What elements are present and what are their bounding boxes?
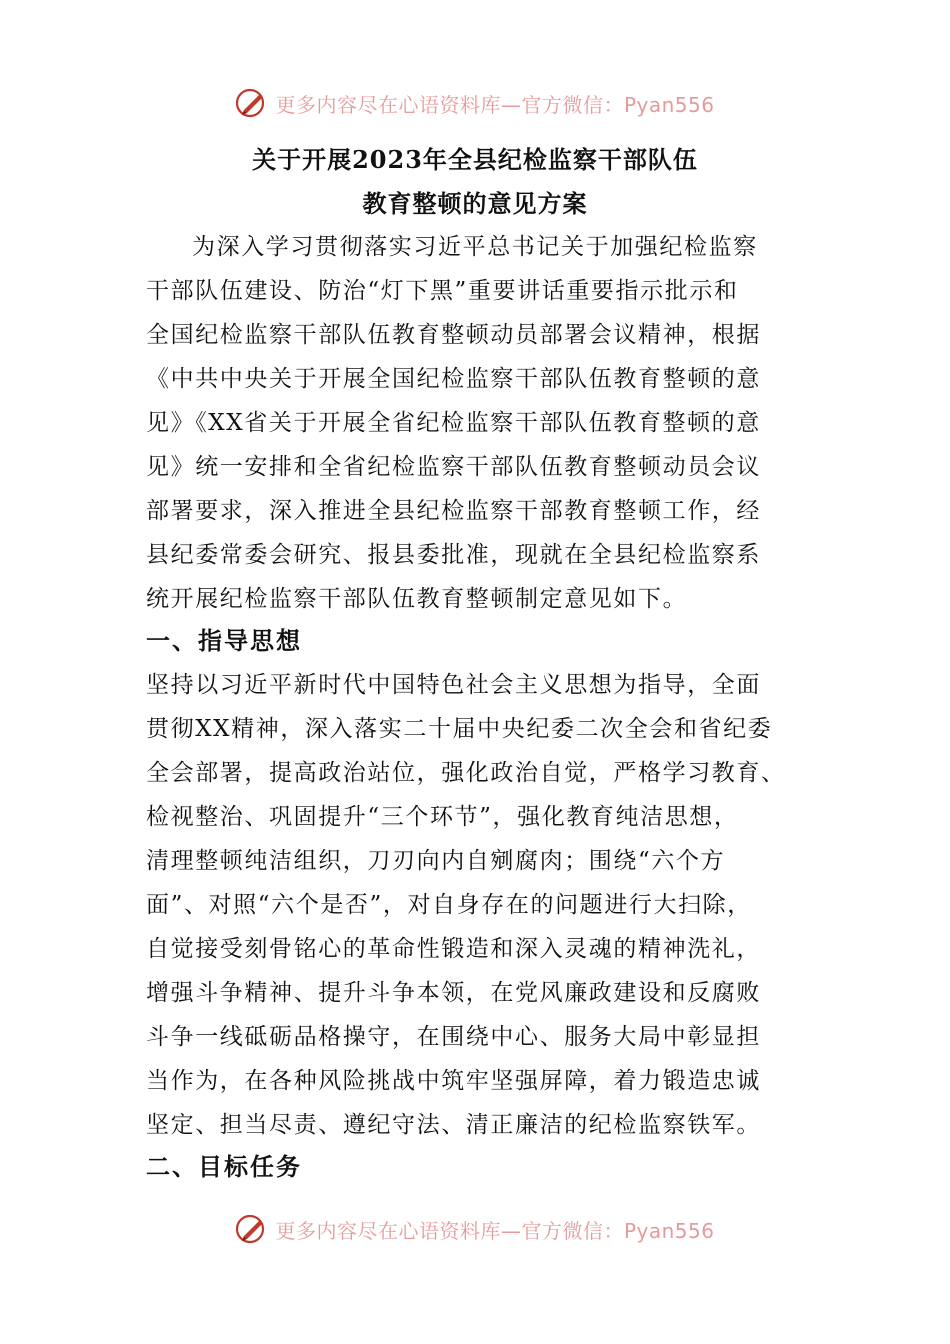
intro-line: 全国纪检监察干部队伍教育整顿动员部署会议精神，根据 [146,322,761,348]
document-title-line-1: 关于开展2023年全县纪检监察干部队伍 [252,145,698,174]
watermark-text: 更多内容尽在心语资料库—官方微信：Pyan556 [275,92,715,117]
intro-line: 《中共中央关于开展全国纪检监察干部队伍教育整顿的意 [146,366,761,392]
intro-line: 县纪委常委会研究、报县委批准，现就在全县纪检监察系 [146,542,761,568]
intro-line: 部署要求，深入推进全县纪检监察干部教育整顿工作，经 [146,498,761,524]
section1-line: 当作为，在各种风险挑战中筑牢坚强屏障，着力锻造忠诚 [146,1068,761,1094]
watermark-text: 更多内容尽在心语资料库—官方微信：Pyan556 [275,1218,715,1243]
section-heading-guiding-ideology: 一、指导思想 [146,626,302,655]
document-title-line-2: 教育整顿的意见方案 [362,189,588,218]
section1-line: 全会部署，提高政治站位，强化政治自觉，严格学习教育、 [146,760,786,786]
intro-line: 为深入学习贯彻落实习近平总书记关于加强纪检监察 [192,234,758,260]
section1-line: 贯彻XX精神，深入落实二十届中央纪委二次全会和省纪委 [146,716,773,742]
section1-line: 增强斗争精神、提升斗争本领，在党风廉政建设和反腐败 [146,980,761,1006]
section1-line: 面”、对照“六个是否”，对自身存在的问题进行大扫除， [146,892,752,918]
section1-line: 自觉接受刻骨铭心的革命性锻造和深入灵魂的精神洗礼， [146,936,761,962]
section1-line: 坚定、担当尽责、遵纪守法、清正廉洁的纪检监察铁军。 [146,1112,761,1138]
section1-line: 清理整顿纯洁组织，刀刃向内自剜腐肉；围绕“六个方 [146,848,726,874]
section1-line: 斗争一线砥砺品格操守，在围绕中心、服务大局中彰显担 [146,1024,761,1050]
intro-line: 见》统一安排和全省纪检监察干部队伍教育整顿动员会议 [146,454,761,480]
watermark-footer [0,1209,950,1249]
section1-line: 坚持以习近平新时代中国特色社会主义思想为指导，全面 [146,672,761,698]
section1-line: 检视整治、巩固提升“三个环节”，强化教育纯洁思想， [146,804,739,830]
intro-line: 统开展纪检监察干部队伍教育整顿制定意见如下。 [146,586,688,612]
watermark-header [0,83,950,123]
intro-line: 干部队伍建设、防治“灯下黑”重要讲话重要指示批示和 [146,278,739,304]
pen-logo-icon [235,1212,269,1246]
pen-logo-icon [235,86,269,120]
intro-line: 见》《XX省关于开展全省纪检监察干部队伍教育整顿的意 [146,410,761,436]
section-heading-goals-tasks: 二、目标任务 [146,1152,302,1181]
